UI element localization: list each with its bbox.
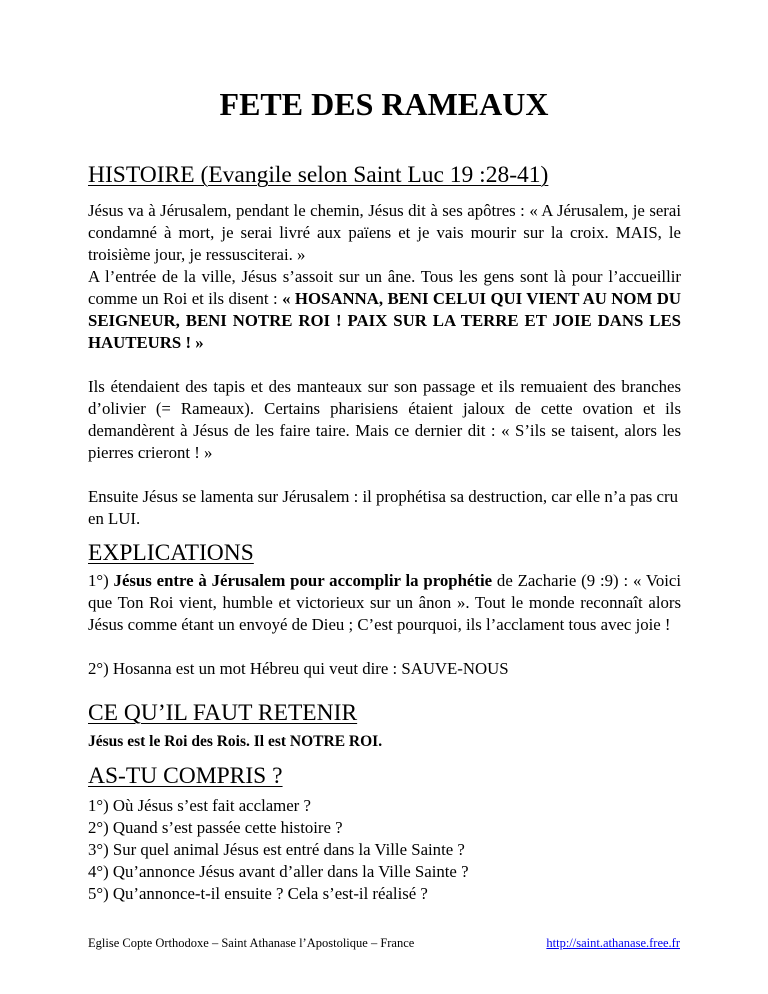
page-title: FETE DES RAMEAUX [219,86,549,122]
question-3: 3°) Sur quel animal Jésus est entré dans la Ville Sainte ? [88,840,465,859]
hosanna-acclamation: « HOSANNA, BENI CELUI QUI VIENT AU NOM DU SEIGNEUR, BENI NOTRE ROI ! PAIX SUR LA TERRE ET JOIE DANS LES HAUTEURS ! » [88,289,681,352]
histoire-heading: HISTOIRE (Evangile selon Saint Luc 19 :28-41) [88,162,549,188]
explication-1 [88,570,681,636]
histoire-paragraph-2 [88,266,681,354]
footer-website-link[interactable]: http://saint.athanase.free.fr [546,936,680,950]
histoire-paragraph-3: Ils étendaient des tapis et des manteaux sur son passage et ils remuaient des branches d’olivier (= Rameaux). Certains pharisiens étaient jaloux de cette ovation et ils demandèrent à Jésus de les faire taire. Mais ce dernier dit : « S’ils se taisent, alors les pierres crieront ! » [88,377,681,462]
retenir-text: Jésus est le Roi des Rois. Il est NOTRE ROI. [88,733,383,750]
explication-2: 2°) Hosanna est un mot Hébreu qui veut dire : SAUVE-NOUS [88,659,509,678]
question-5: 5°) Qu’annonce-t-il ensuite ? Cela s’est-il réalisé ? [88,884,428,903]
question-1: 1°) Où Jésus s’est fait acclamer ? [88,796,311,815]
explications-heading: EXPLICATIONS [88,540,254,566]
footer-church-name: Eglise Copte Orthodoxe – Saint Athanase l’Apostolique – France [88,936,415,950]
histoire-paragraph-2-text: A l’entrée de la ville, Jésus s’assoit sur un âne. Tous les gens sont là pour l’accueillir comme un Roi et ils disent : [88,267,681,308]
explication-1-number: 1°) [88,571,114,590]
histoire-paragraph-1: Jésus va à Jérusalem, pendant le chemin, Jésus dit à ses apôtres : « A Jérusalem, je serai condamné à mort, je serai livré aux païens et je vais mourir sur la croix. MAIS, le troisième jour, je ressusciterai. » [88,201,681,264]
retenir-heading: CE QU’IL FAUT RETENIR [88,700,358,726]
question-4: 4°) Qu’annonce Jésus avant d’aller dans la Ville Sainte ? [88,862,469,881]
explication-1-text: de Zacharie (9 :9) : « Voici que Ton Roi vient, humble et victorieux sur un ânon ». Tout le monde reconnaît alors Jésus comme étant un envoyé de Dieu ; C’est pourquoi, ils l’acclament tous avec joie ! [88,571,682,634]
question-2: 2°) Quand s’est passée cette histoire ? [88,818,343,837]
compris-heading: AS-TU COMPRIS ? [88,763,283,789]
explication-1-bold: Jésus entre à Jérusalem pour accomplir la prophétie [113,571,493,590]
histoire-paragraph-4: Ensuite Jésus se lamenta sur Jérusalem : il prophétisa sa destruction, car elle n’a pas cru en LUI. [88,487,678,528]
